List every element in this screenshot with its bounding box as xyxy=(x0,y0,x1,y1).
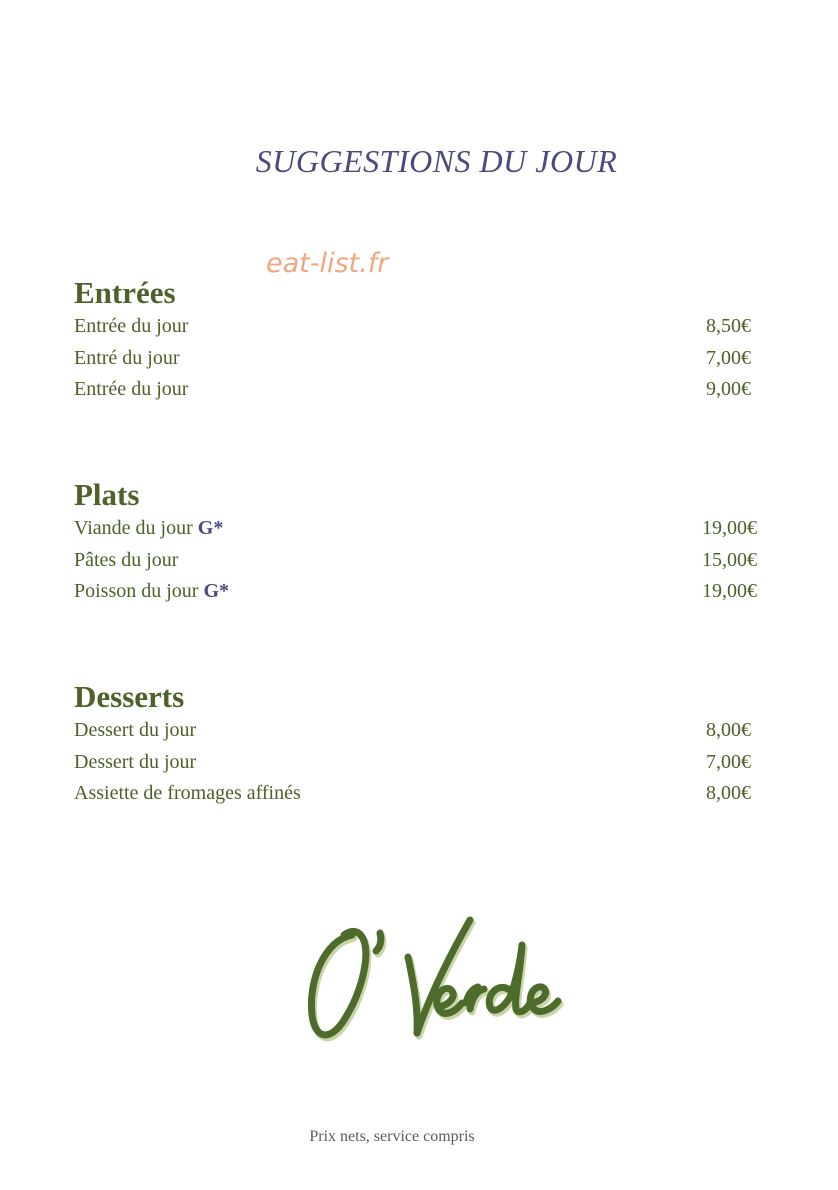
section-heading: Entrées xyxy=(74,275,176,310)
item-name: Assiette de fromages affinés xyxy=(74,782,301,804)
section-heading: Desserts xyxy=(74,679,185,714)
item-name: Dessert du jour xyxy=(74,750,197,773)
page-title: SUGGESTIONS DU JOUR xyxy=(255,143,618,179)
menu-item xyxy=(74,513,764,545)
item-name xyxy=(74,576,229,608)
item-name: Entrée du jour xyxy=(74,315,189,337)
menu-item xyxy=(74,576,764,608)
section-plats xyxy=(74,477,764,608)
menu-item xyxy=(74,311,764,343)
watermark: eat-list.fr xyxy=(266,248,389,279)
menu-item xyxy=(74,778,764,810)
item-price: 7,00€ xyxy=(706,346,751,369)
overde-logo xyxy=(300,905,580,1055)
section-entrees xyxy=(74,275,764,406)
section-heading: Plats xyxy=(74,477,140,512)
menu-item xyxy=(74,545,764,577)
item-price: 15,00€ xyxy=(702,548,757,571)
item-price: 9,00€ xyxy=(706,378,751,400)
menu-item xyxy=(74,715,764,747)
item-price: 8,00€ xyxy=(706,719,751,741)
menu-item xyxy=(74,343,764,375)
item-price: 8,00€ xyxy=(706,782,751,804)
item-name-text: Poisson du jour xyxy=(74,580,199,602)
item-price: 8,50€ xyxy=(706,315,751,337)
item-name: Pâtes du jour xyxy=(74,548,179,571)
section-desserts xyxy=(74,679,764,810)
item-name: Entrée du jour xyxy=(74,378,189,400)
item-price: 7,00€ xyxy=(706,750,751,773)
item-name xyxy=(74,513,223,545)
item-name: Dessert du jour xyxy=(74,719,197,741)
item-price: 19,00€ xyxy=(702,580,757,602)
gluten-tag: G* xyxy=(203,580,230,602)
item-name-text: Viande du jour xyxy=(74,517,193,539)
menu-item xyxy=(74,374,764,406)
item-name: Entré du jour xyxy=(74,346,180,369)
gluten-tag: G* xyxy=(197,517,224,539)
item-price: 19,00€ xyxy=(702,517,757,539)
footer-note: Prix nets, service compris xyxy=(309,1128,475,1145)
menu-item xyxy=(74,747,764,779)
